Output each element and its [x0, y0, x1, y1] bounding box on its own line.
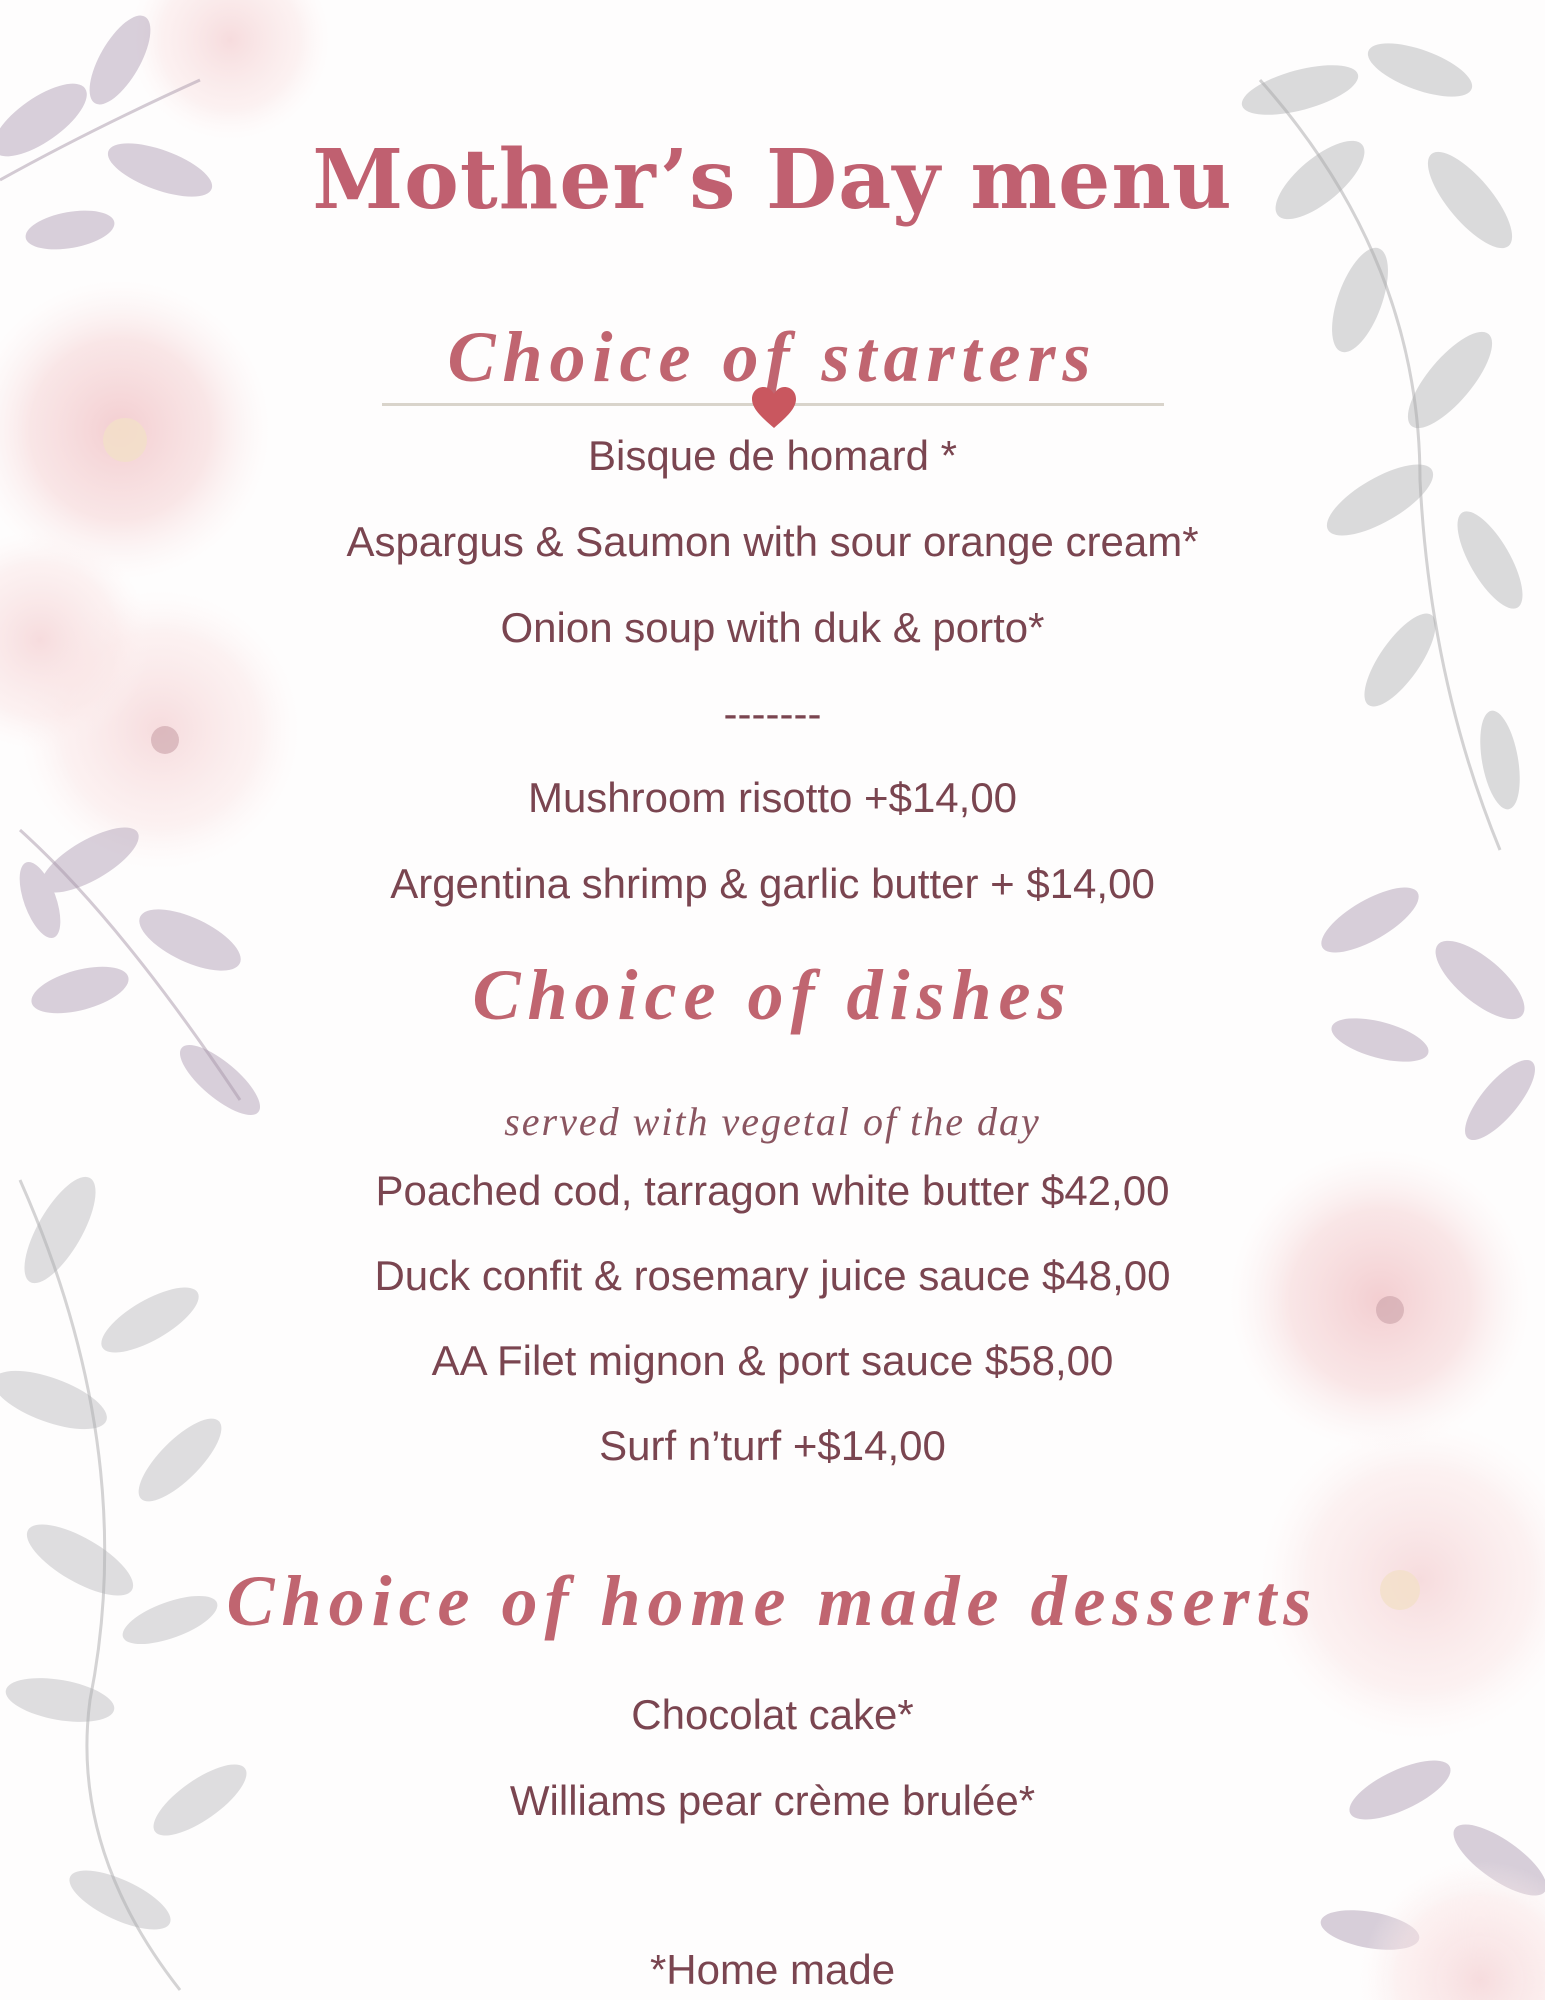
starter-item: Onion soup with duk & porto*: [500, 604, 1045, 651]
footnote: *Home made: [649, 1946, 896, 1993]
starter-item: Aspargus & Saumon with sour orange cream*: [346, 518, 1199, 565]
starter-item: Mushroom risotto +$14,00: [527, 774, 1018, 821]
dish-item: AA Filet mignon & port sauce $58,00: [431, 1337, 1114, 1384]
dishes-heading: Choice of dishes: [472, 955, 1073, 1035]
left-flower-top: [130, 0, 330, 140]
dishes-note: served with vegetal of the day: [504, 1099, 1041, 1144]
starter-item: Argentina shrimp & garlic butter + $14,00: [390, 860, 1155, 907]
dish-item: Duck confit & rosemary juice sauce $48,00: [374, 1252, 1171, 1299]
starter-item: Bisque de homard *: [588, 432, 957, 479]
heart-icon: [750, 384, 798, 432]
dish-item: Surf n’turf +$14,00: [599, 1422, 946, 1469]
dish-item: Poached cod, tarragon white butter $42,00: [375, 1167, 1170, 1214]
starters-heading: Choice of starters: [447, 317, 1098, 397]
dessert-item: Chocolat cake*: [631, 1691, 914, 1738]
starter-separator: -------: [723, 690, 822, 737]
dessert-item: Williams pear crème brulée*: [509, 1777, 1036, 1824]
menu-title: Mother’s Day menu: [312, 132, 1233, 228]
desserts-heading: Choice of home made desserts: [226, 1561, 1319, 1641]
